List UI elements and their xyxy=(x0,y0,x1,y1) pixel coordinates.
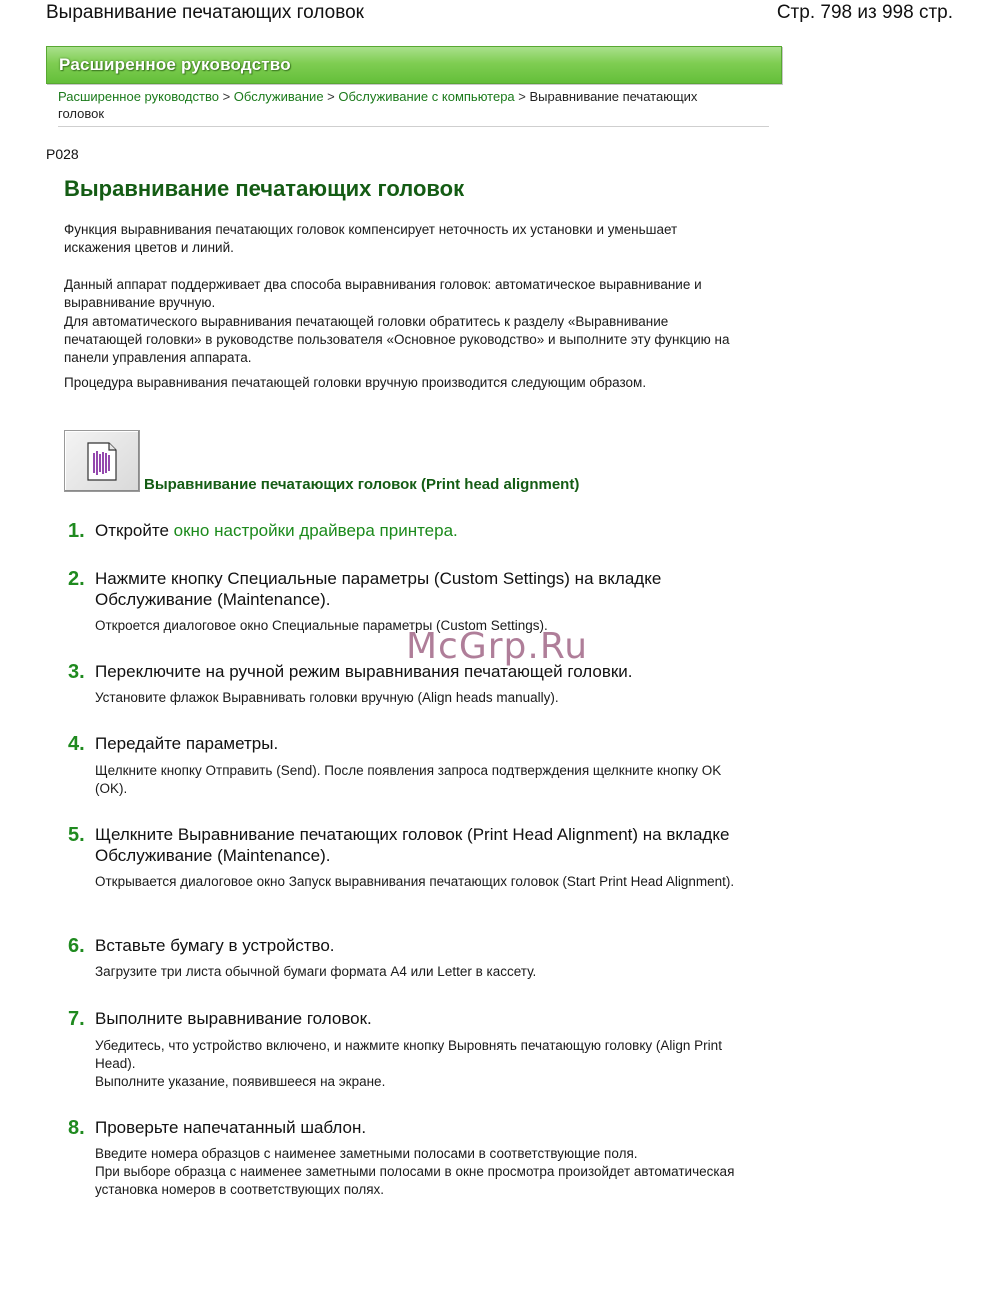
breadcrumb-separator: > xyxy=(222,89,231,104)
printer-driver-settings-link[interactable]: окно настройки драйвера принтера. xyxy=(173,521,458,540)
watermark: McGrp.Ru xyxy=(406,626,589,667)
page-title: Выравнивание печатающих головок xyxy=(64,176,465,201)
step-number: 1. xyxy=(68,520,85,542)
step-description: Щелкните кнопку Отправить (Send). После появления запроса подтверждения щелкните кнопку OK (OK). xyxy=(95,763,722,796)
breadcrumb-current-line1: Выравнивание печатающих xyxy=(529,89,698,104)
step-title: Передайте параметры. xyxy=(95,734,279,753)
section-banner xyxy=(46,46,782,84)
breadcrumb-link-maintenance-from-computer[interactable]: Обслуживание с компьютера xyxy=(338,89,515,104)
section-subtitle: Выравнивание печатающих головок (Print head alignment) xyxy=(144,476,580,493)
step-title: Вставьте бумагу в устройство. xyxy=(95,936,335,955)
print-head-alignment-button[interactable] xyxy=(64,430,140,492)
step-number: 6. xyxy=(68,935,85,957)
page-counter: Стр. 798 из 998 стр. xyxy=(776,2,953,23)
step-title: Проверьте напечатанный шаблон. xyxy=(95,1118,367,1137)
step-title: Щелкните Выравнивание печатающих головок (Print Head Alignment) на вкладке Обслуживание (Maintenance). xyxy=(95,825,730,865)
breadcrumb-link-maintenance[interactable]: Обслуживание xyxy=(233,89,324,104)
document-header-title: Выравнивание печатающих головок xyxy=(46,2,364,23)
step-title: Переключите на ручной режим выравнивания печатающей головки. xyxy=(95,662,633,681)
step-title-text: Откройте xyxy=(95,521,169,540)
step-description: Убедитесь, что устройство включено, и нажмите кнопку Выровнять печатающую головку (Align Print Head). xyxy=(95,1038,722,1071)
breadcrumb-divider xyxy=(58,126,769,127)
intro-paragraph-3: Для автоматического выравнивания печатающей головки обратитесь к разделу «Выравнивание печатающей головки» в руководстве пользователя «Основное руководство» и выполните эту функцию на панели управления аппарата. xyxy=(64,314,730,365)
step-number: 3. xyxy=(68,661,85,683)
step-description: Установите флажок Выравнивать головки вручную (Align heads manually). xyxy=(95,690,559,705)
breadcrumb xyxy=(58,88,770,122)
step-number: 5. xyxy=(68,824,85,846)
step-description: Введите номера образцов с наименее заметными полосами в соответствующие поля. xyxy=(95,1146,638,1161)
banner-label: Расширенное руководство xyxy=(59,55,291,74)
step-number: 2. xyxy=(68,568,85,590)
step-number: 7. xyxy=(68,1008,85,1030)
step-description-extra: Выполните указание, появившееся на экране. xyxy=(95,1074,386,1089)
step-title xyxy=(95,520,735,541)
breadcrumb-current-line2: головок xyxy=(58,106,105,121)
step-description: Откроется диалоговое окно Специальные параметры (Custom Settings). xyxy=(95,618,548,633)
step-number: 8. xyxy=(68,1117,85,1139)
step-description: Открывается диалоговое окно Запуск выравнивания печатающих головок (Start Print Head Alignment). xyxy=(95,874,735,889)
step-description: Загрузите три листа обычной бумаги формата A4 или Letter в кассету. xyxy=(95,964,537,979)
step-title: Нажмите кнопку Специальные параметры (Custom Settings) на вкладке Обслуживание (Maintenance). xyxy=(95,569,662,609)
intro-paragraph-4: Процедура выравнивания печатающей головки вручную производится следующим образом. xyxy=(64,375,647,390)
intro-paragraph-1: Функция выравнивания печатающих головок компенсирует неточность их установки и уменьшает искажения цветов и линий. xyxy=(64,222,678,255)
step-number: 4. xyxy=(68,733,85,755)
breadcrumb-separator: > xyxy=(327,89,335,104)
step-description-extra: При выборе образца с наименее заметными полосами в окне просмотра произойдет автоматическая установка номеров в соответствующих полях. xyxy=(95,1164,735,1197)
print-head-alignment-icon xyxy=(65,431,139,491)
intro-paragraph-2: Данный аппарат поддерживает два способа выравнивания головок: автоматическое выравнивание и выравнивание вручную. xyxy=(64,277,702,310)
breadcrumb-link-advanced-guide[interactable]: Расширенное руководство xyxy=(58,89,219,104)
breadcrumb-separator: > xyxy=(518,89,526,104)
page-code: P028 xyxy=(46,146,79,162)
step-title: Выполните выравнивание головок. xyxy=(95,1009,372,1028)
